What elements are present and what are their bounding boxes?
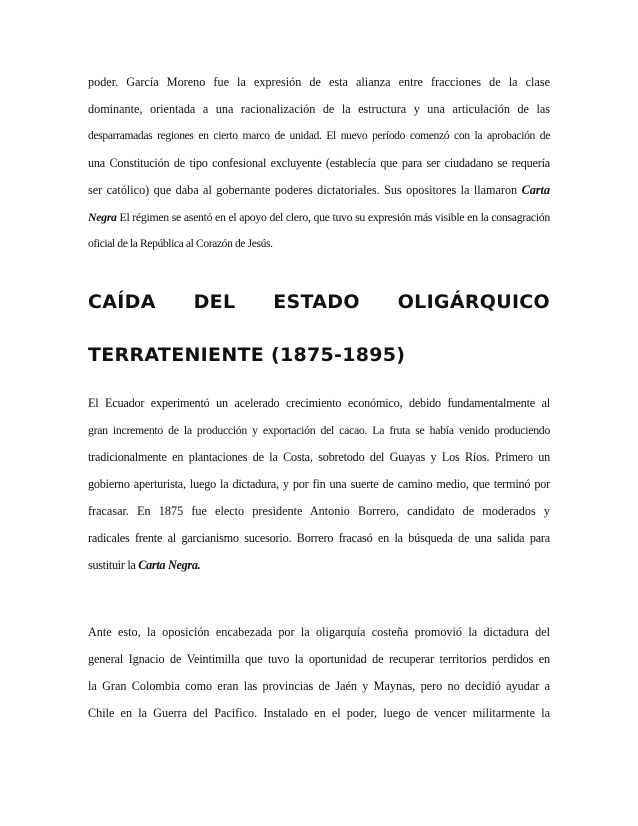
p1-line-1: poder. García Moreno fue la expresión de esta alianza entre fracciones de la clase [88, 75, 550, 89]
p3-line-3: la Gran Colombia como eran las provincias de Jaén y Maynas, pero no decidió ayudar a [88, 679, 550, 693]
section-heading-line-1 [88, 291, 550, 313]
p1-line-5 [88, 182, 550, 198]
p2-line-7-text: sustituir la [88, 558, 136, 572]
p1-line-7: oficial de la República al Corazón de Jesús. [88, 237, 273, 250]
carta-negra-italic: Carta Negra. [138, 558, 201, 572]
p1-line-2: dominante, orientada a una racionalización de la estructura y una articulación de las [88, 102, 550, 116]
p2-line-3: tradicionalmente en plantaciones de la Costa, sobretodo del Guayas y Los Ríos. Primero un [88, 450, 550, 464]
section-heading-line-2: TERRATENIENTE (1875-1895) [88, 344, 406, 366]
p1-line-5-text: ser católico) que daba al gobernante poderes dictatoriales. Sus opositores la llamaron [88, 183, 518, 197]
p2-line-6: radicales frente al garcianismo sucesorio. Borrero fracasó en la búsqueda de una salida para [88, 531, 550, 545]
p2-line-1: El Ecuador experimentó un acelerado crecimiento económico, debido fundamentalmente al [88, 396, 550, 410]
heading-word-estado: ESTADO OLIGÁRQUICO [273, 291, 551, 313]
p3-line-4: Chile en la Guerra del Pacifico. Instalado en el poder, luego de vencer militarmente la [88, 706, 550, 720]
p2-line-5: fracasar. En 1875 fue electo presidente Antonio Borrero, candidato de moderados y [88, 504, 550, 518]
heading-word-caida: CAÍDA [88, 291, 156, 313]
p1-line-3: desparramadas regiones en cierto marco de unidad. El nuevo período comenzó con la aprobación de [88, 129, 550, 142]
p1-line-6 [88, 209, 550, 225]
heading-word-del: DEL [193, 291, 236, 313]
p2-line-4: gobierno aperturista, luego la dictadura, y por fin una suerte de camino medio, que terminó por [88, 477, 550, 491]
carta-italic: Carta [521, 183, 551, 197]
p3-line-1: Ante esto, la oposición encabezada por la oligarquía costeña promovió la dictadura del [88, 625, 550, 639]
p1-line-4: una Constitución de tipo confesional excluyente (establecía que para ser ciudadano se requería [88, 156, 550, 170]
p2-line-2: gran incremento de la producción y exportación del cacao. La fruta se había venido produciendo [88, 423, 550, 437]
p2-line-7 [88, 557, 550, 573]
p1-line-6-text: El régimen se asentó en el apoyo del clero, que tuvo su expresión más visible en la consagración [119, 210, 550, 224]
p3-line-2: general Ignacio de Veintimilla que tuvo la oportunidad de recuperar territorios perdidos en [88, 652, 550, 666]
negra-italic: Negra [88, 210, 117, 224]
